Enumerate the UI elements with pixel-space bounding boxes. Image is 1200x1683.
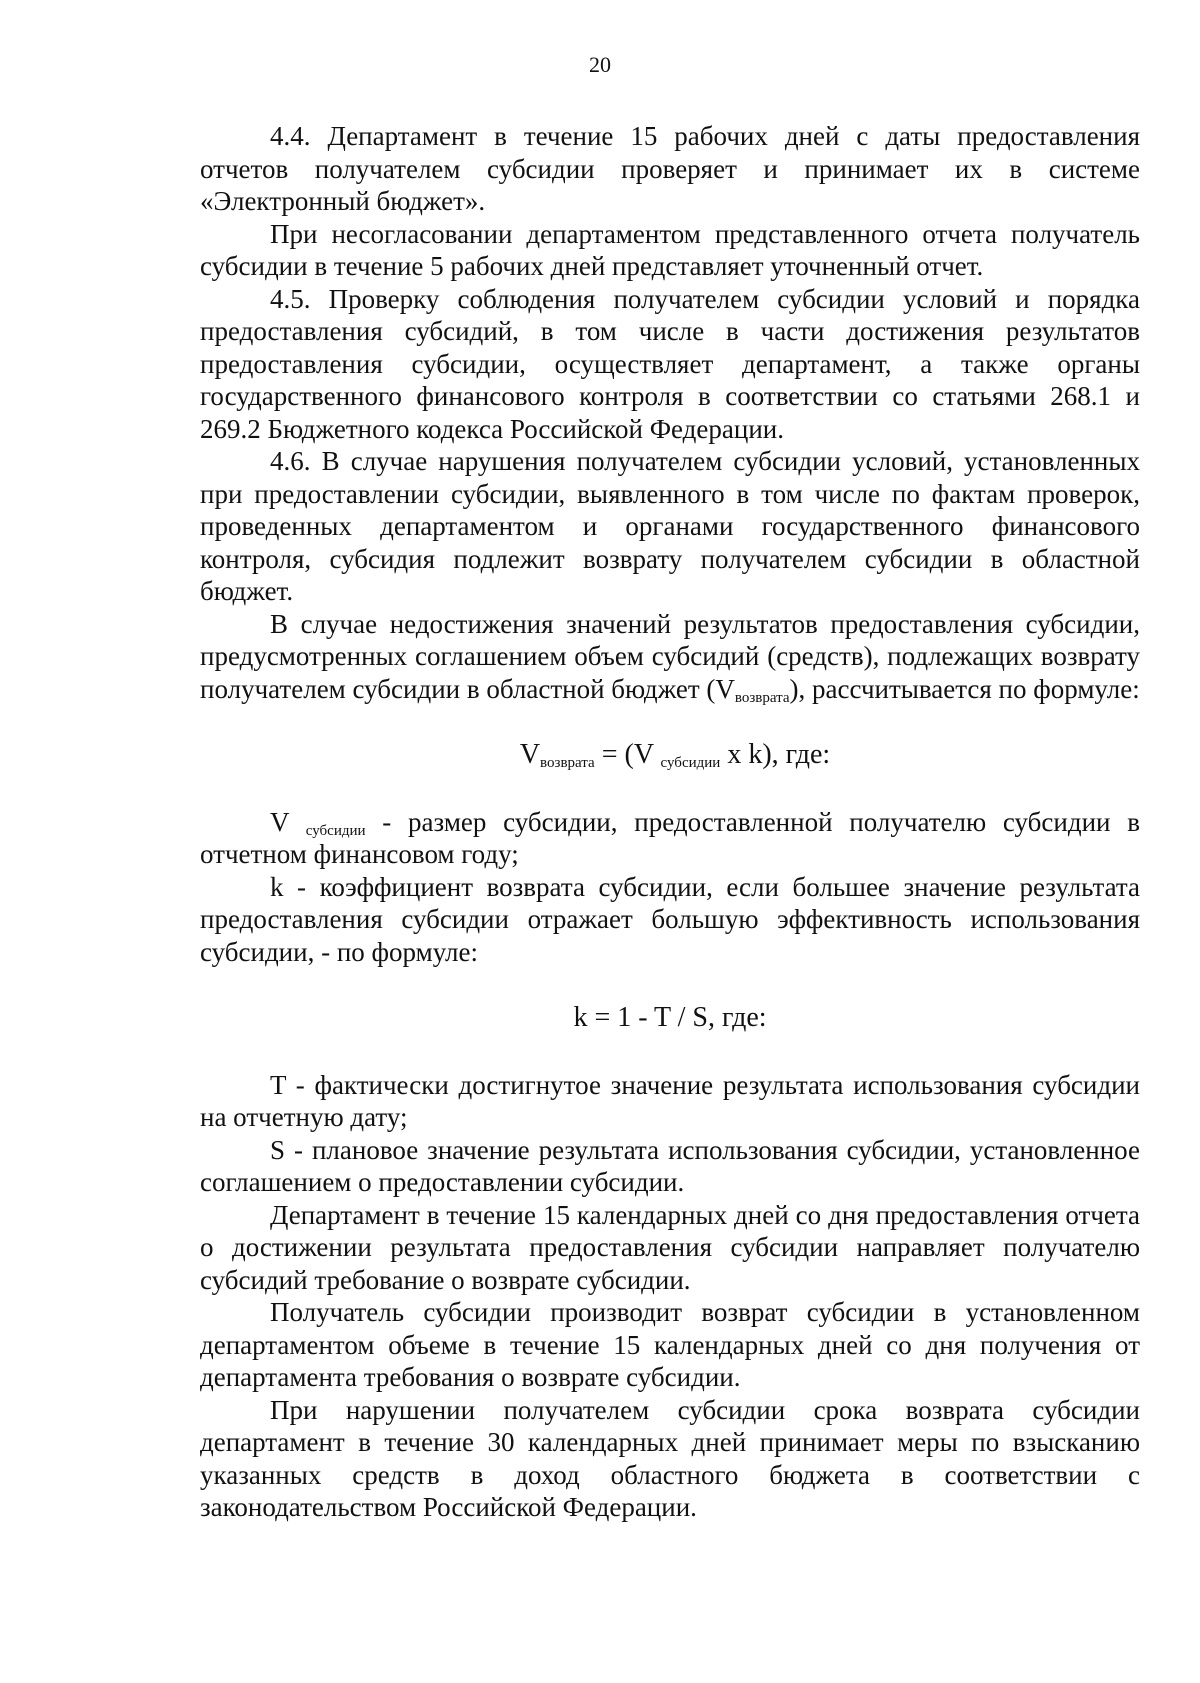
paragraph-non-achievement-main: В случае недостижения значений результатов предоставления субсидии, предусмотренных соглашением объем субсидий (средств), подлежащих возврату получателем субсидии в областной бюджет (V — [200, 608, 1140, 704]
paragraph-report-disagreement: При несогласовании департаментом представленного отчета получатель субсидии в течение 5 рабочих дней представляет уточненный отчет. — [200, 218, 1140, 281]
paragraph-recipient-return: Получатель субсидии производит возврат субсидии в установленном департаментом объеме в течение 15 календарных дней со дня получения от департамента требования о возврате субсидии. — [200, 1297, 1140, 1392]
paragraph-4-5: 4.5. Проверку соблюдения получателем субсидии условий и порядка предоставления субсидий, в том числе в части достижения результатов предоставления субсидии, осуществляет департамент, а также органы государственного финансового контроля в соответствии со статьями 268.1 и 269.2 Бюджетного кодекса Российской Федерации. — [200, 283, 1140, 444]
paragraph-4-6: 4.6. В случае нарушения получателем субсидии условий, установленных при предоставлении субсидии, выявленного в том числе по фактам проверок, проведенных департаментом и органами государственного финансового контроля, субсидия подлежит возврату получателем субсидии в областной бюджет. — [200, 446, 1140, 606]
formula-coefficient-k: k = 1 - T / S, где: — [573, 1002, 767, 1033]
paragraph-v-subsidy-symbol: V — [270, 806, 306, 837]
paragraph-4-4: 4.4. Департамент в течение 15 рабочих дней с даты предоставления отчетов получателем субсидии проверяет и принимает их в системе «Электронный бюджет». — [200, 121, 1140, 216]
paragraph-v-subsidy-definition — [200, 806, 1140, 871]
document-body — [200, 120, 1140, 1524]
page-number: 20 — [589, 52, 611, 77]
paragraph-recovery-measures: При нарушении получателем субсидии срока возврата субсидии департамент в течение 30 календарных дней принимает меры по взысканию указанных средств в доход областного бюджета в соответствии с законодательством Российской Федерации. — [200, 1394, 1140, 1522]
paragraph-s-definition: S - плановое значение результата использования субсидии, установленное соглашением о предоставлении субсидии. — [200, 1134, 1140, 1197]
paragraph-non-achievement-tail: ), рассчитывается по формуле: — [789, 673, 1140, 704]
formula-return-volume-tail: x k), где: — [720, 739, 831, 770]
formula-return-volume — [200, 739, 1140, 772]
paragraph-v-subsidy-text: - размер субсидии, предоставленной получателю субсидии в отчетном финансовом году; — [200, 806, 1141, 869]
paragraph-non-achievement-subscript: возврата — [734, 689, 790, 706]
formula-return-volume-v: V — [519, 739, 541, 770]
formula-return-volume-mid: = (V — [594, 739, 661, 770]
paragraph-non-achievement — [200, 608, 1140, 706]
formula-return-volume-v-subscript: возврата — [540, 755, 595, 771]
paragraph-t-definition: T - фактически достигнутое значение результата использования субсидии на отчетную дату; — [200, 1069, 1140, 1132]
paragraph-return-demand: Департамент в течение 15 календарных дней со дня предоставления отчета о достижении результата предоставления субсидии направляет получателю субсидий требование о возврате субсидии. — [200, 1199, 1140, 1295]
formula-return-volume-subsidy-subscript: субсидии — [660, 755, 721, 771]
paragraph-k-definition: k - коэффициент возврата субсидии, если большее значение результата предоставления субсидии отражает большую эффективность использования субсидии, - по формуле: — [200, 871, 1140, 967]
paragraph-v-subsidy-subscript: субсидии — [305, 822, 366, 839]
